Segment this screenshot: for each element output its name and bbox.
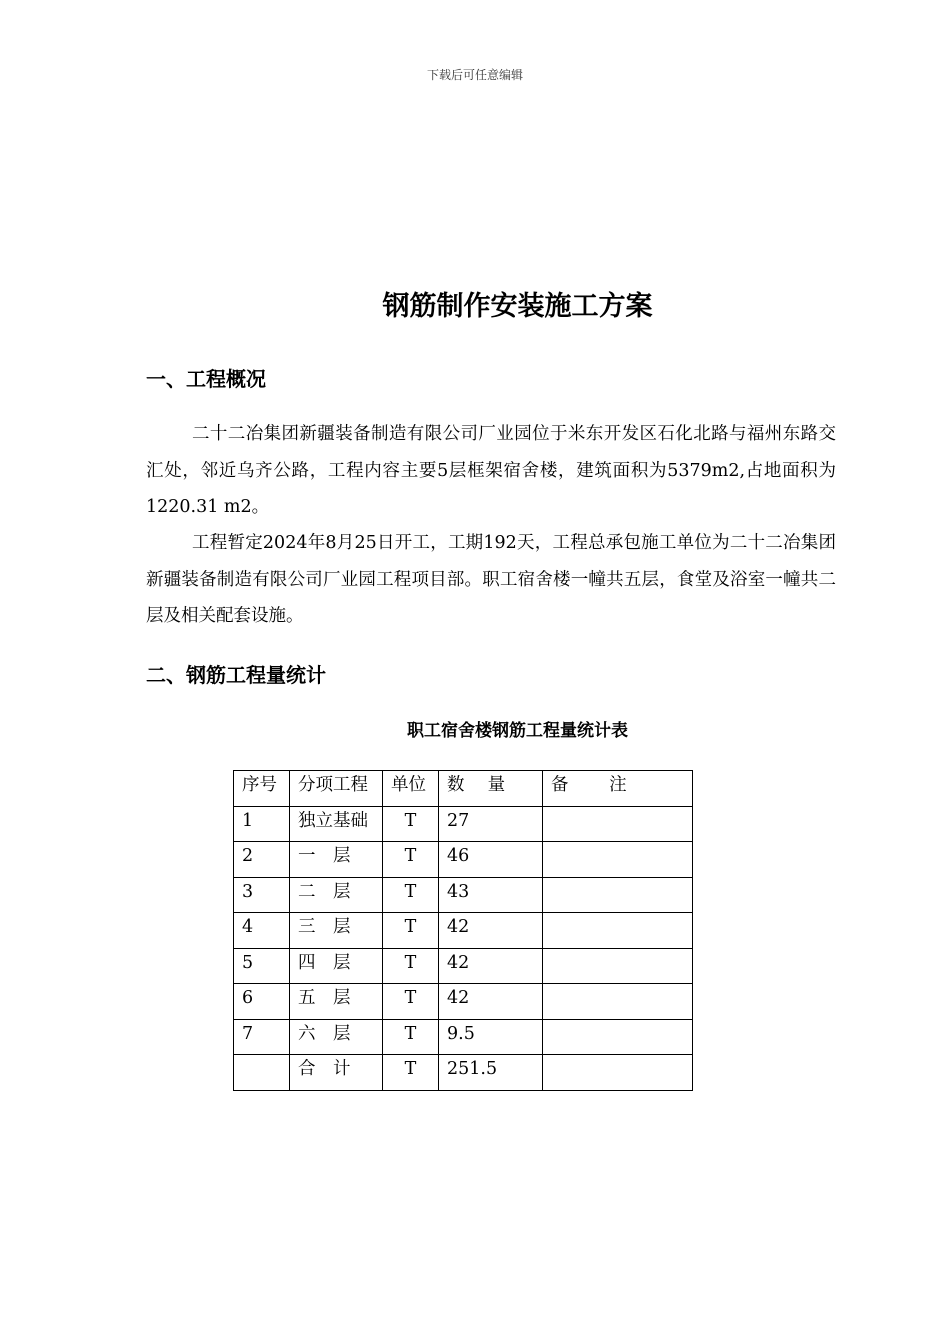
cell-quantity: 43 (439, 877, 543, 913)
cell-index: 2 (234, 842, 290, 878)
cell-unit: T (383, 913, 439, 949)
table-total-row (234, 1055, 693, 1091)
col-header-index: 序号 (234, 771, 290, 807)
cell-item: 二 层 (290, 877, 383, 913)
cell-quantity: 251.5 (439, 1055, 543, 1091)
cell-unit: T (383, 806, 439, 842)
cell-remarks (543, 913, 693, 949)
overview-paragraph-2: 工程暂定2024年8月25日开工，工期192天，工程总承包施工单位为二十二冶集团新疆装备制造有限公司厂业园工程项目部。职工宿舍楼一幢共五层，食堂及浴室一幢共二层及相关配套设施。 (146, 533, 836, 626)
cell-remarks (543, 984, 693, 1020)
cell-quantity: 46 (439, 842, 543, 878)
cell-unit: T (383, 1055, 439, 1091)
col-header-item: 分项工程 (290, 771, 383, 807)
cell-quantity: 42 (439, 913, 543, 949)
cell-item: 合 计 (290, 1055, 383, 1091)
cell-remarks (543, 877, 693, 913)
table-row (234, 877, 693, 913)
cell-index: 4 (234, 913, 290, 949)
cell-unit: T (383, 984, 439, 1020)
table-row (234, 806, 693, 842)
cell-index (234, 1055, 290, 1091)
table-row (234, 842, 693, 878)
document-title: 钢筋制作安装施工方案 (382, 291, 653, 322)
section-heading-overview: 一、工程概况 (146, 367, 266, 391)
cell-item: 独立基础 (290, 806, 383, 842)
overview-paragraph-1: 二十二冶集团新疆装备制造有限公司厂业园位于米东开发区石化北路与福州东路交汇处，邻近乌齐公路，工程内容主要5层框架宿舍楼，建筑面积为5379m2,占地面积为1220.31 m2。 (146, 424, 836, 517)
col-header-quantity: 数 量 (439, 771, 543, 807)
cell-unit: T (383, 842, 439, 878)
cell-item: 五 层 (290, 984, 383, 1020)
cell-unit: T (383, 948, 439, 984)
cell-index: 3 (234, 877, 290, 913)
table-row (234, 913, 693, 949)
table-title: 职工宿舍楼钢筋工程量统计表 (407, 721, 628, 741)
cell-remarks (543, 948, 693, 984)
cell-quantity: 42 (439, 984, 543, 1020)
cell-index: 6 (234, 984, 290, 1020)
cell-unit: T (383, 1019, 439, 1055)
page-header-note: 下载后可任意编辑 (426, 68, 523, 82)
table-header-row (234, 771, 693, 807)
section-heading-quantity: 二、钢筋工程量统计 (146, 663, 326, 687)
cell-item: 一 层 (290, 842, 383, 878)
cell-remarks (543, 1019, 693, 1055)
table-row (234, 948, 693, 984)
table-row (234, 1019, 693, 1055)
cell-remarks (543, 842, 693, 878)
cell-quantity: 9.5 (439, 1019, 543, 1055)
cell-unit: T (383, 877, 439, 913)
cell-item: 三 层 (290, 913, 383, 949)
cell-remarks (543, 806, 693, 842)
cell-item: 四 层 (290, 948, 383, 984)
col-header-remarks: 备 注 (543, 771, 693, 807)
cell-remarks (543, 1055, 693, 1091)
cell-quantity: 27 (439, 806, 543, 842)
cell-quantity: 42 (439, 948, 543, 984)
table-row (234, 984, 693, 1020)
cell-index: 5 (234, 948, 290, 984)
rebar-quantity-table (233, 770, 693, 1091)
cell-index: 7 (234, 1019, 290, 1055)
cell-index: 1 (234, 806, 290, 842)
col-header-unit: 单位 (383, 771, 439, 807)
cell-item: 六 层 (290, 1019, 383, 1055)
